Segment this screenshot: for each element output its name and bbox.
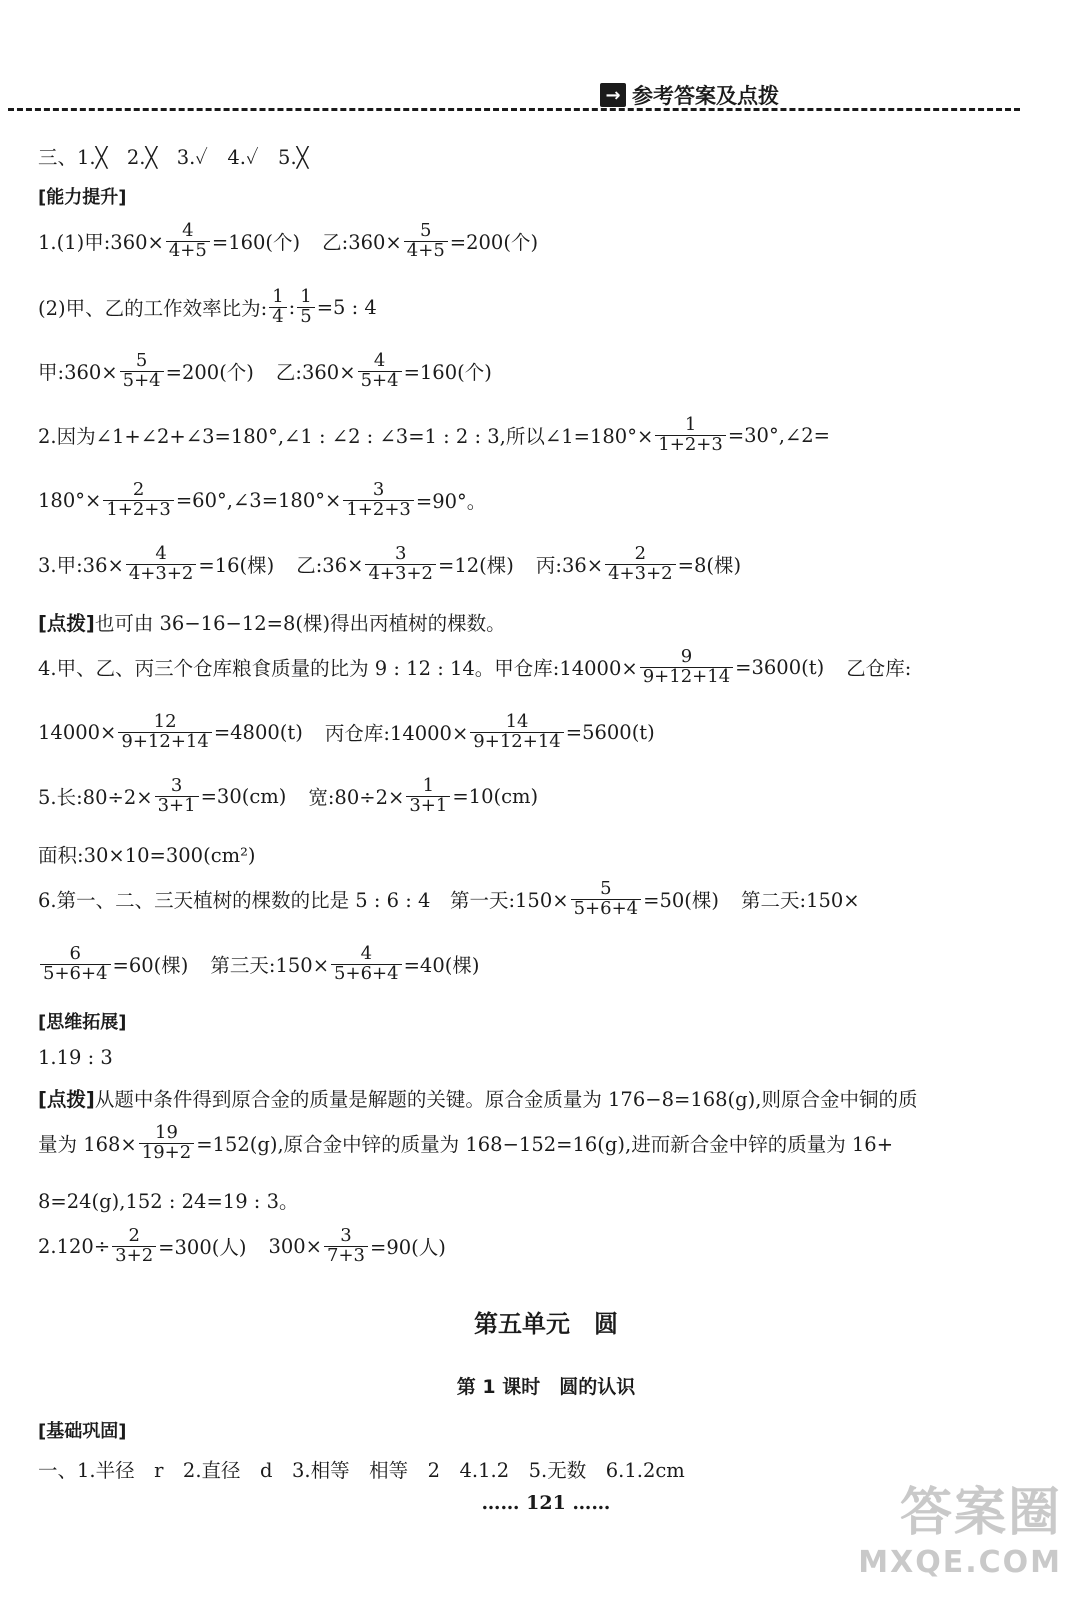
fraction bbox=[40, 945, 111, 984]
denominator: 5+4 bbox=[358, 371, 402, 391]
text: =90(人) bbox=[370, 1236, 446, 1260]
numerator: 2 bbox=[128, 1225, 140, 1246]
numerator: 4 bbox=[373, 350, 386, 371]
text: 2.120÷ bbox=[38, 1234, 111, 1258]
fraction bbox=[343, 481, 414, 520]
tip-tag: [点拨] bbox=[38, 612, 95, 635]
denominator: 1+2+3 bbox=[103, 500, 174, 520]
watermark-line2: MXQE.COM bbox=[858, 1545, 1062, 1580]
text: =60°,∠3=180°× bbox=[175, 488, 342, 512]
text: =5 : 4 bbox=[316, 295, 377, 319]
answer-line-16 bbox=[38, 1227, 446, 1266]
text: 量为 168× bbox=[38, 1133, 137, 1157]
denominator: 5+6+4 bbox=[40, 964, 111, 984]
lesson-title: 第 1 课时 圆的认识 bbox=[456, 1376, 636, 1398]
fraction bbox=[605, 545, 676, 584]
text: =50(棵) bbox=[643, 889, 719, 913]
denominator: 3+1 bbox=[406, 796, 450, 816]
unit-title: 第五单元 圆 bbox=[474, 1310, 618, 1338]
denominator: 4+5 bbox=[166, 241, 210, 261]
numerator: 2 bbox=[634, 543, 647, 564]
numerator: 3 bbox=[340, 1225, 352, 1246]
text: 6.第一、二、三天植树的棵数的比是 5 : 6 : 4 第一天:150× bbox=[38, 889, 569, 913]
page-header bbox=[600, 80, 779, 110]
text: 5.长:80÷2× bbox=[38, 786, 153, 810]
text: (2)甲、乙的工作效率比为: bbox=[38, 297, 268, 321]
tip-line-2 bbox=[38, 1084, 917, 1112]
watermark-line1: 答案圈 bbox=[899, 1483, 1062, 1543]
fraction bbox=[404, 222, 448, 261]
fraction bbox=[112, 1227, 156, 1266]
text: =160(个) bbox=[403, 361, 492, 385]
answer-line-7 bbox=[38, 648, 911, 687]
answer-line-12 bbox=[38, 945, 479, 984]
denominator: 5+4 bbox=[120, 371, 164, 391]
answer-line-17: 一、1.半径 r 2.直径 d 3.相等 相等 2 4.1.2 5.无数 6.1.2cm bbox=[38, 1459, 685, 1482]
text: 180°× bbox=[38, 488, 102, 512]
numerator: 6 bbox=[69, 943, 81, 964]
answer-line-8 bbox=[38, 713, 655, 752]
answer-line-10: 面积:30×10=300(cm²) bbox=[38, 844, 256, 867]
denominator: 9+12+14 bbox=[118, 732, 211, 752]
text: 宽:80÷2× bbox=[308, 786, 405, 810]
numerator: 2 bbox=[132, 479, 145, 500]
arrow-right-icon: → bbox=[600, 83, 626, 107]
answer-line-2 bbox=[38, 288, 377, 327]
fraction bbox=[269, 288, 286, 327]
numerator: 4 bbox=[182, 220, 194, 241]
text: 第三天:150× bbox=[210, 954, 330, 978]
numerator: 12 bbox=[153, 711, 177, 732]
text: =12(棵) bbox=[438, 554, 514, 578]
text: 1.(1)甲:360× bbox=[38, 231, 164, 255]
text: : bbox=[288, 295, 296, 319]
text: =300(人) bbox=[158, 1236, 247, 1260]
fraction bbox=[331, 945, 402, 984]
numerator: 5 bbox=[420, 220, 432, 241]
watermark bbox=[858, 1470, 1062, 1580]
fraction bbox=[640, 648, 733, 687]
text: 300× bbox=[268, 1234, 323, 1258]
answer-line-11 bbox=[38, 880, 860, 919]
denominator: 4+3+2 bbox=[126, 564, 197, 584]
numerator: 1 bbox=[684, 414, 697, 435]
answer-line-13: 1.19 : 3 bbox=[38, 1046, 113, 1069]
text: 乙:360× bbox=[322, 231, 402, 255]
denominator: 4+3+2 bbox=[365, 564, 436, 584]
denominator: 19+2 bbox=[139, 1143, 194, 1163]
denominator: 1+2+3 bbox=[655, 435, 726, 455]
denominator: 7+3 bbox=[324, 1246, 368, 1266]
numerator: 19 bbox=[155, 1122, 178, 1143]
numerator: 1 bbox=[422, 775, 435, 796]
text: 2.因为∠1+∠2+∠3=180°,∠1 : ∠2 : ∠3=1 : 2 : 3,所以∠1=180°× bbox=[38, 425, 654, 449]
text: 第二天:150× bbox=[741, 889, 860, 913]
fraction bbox=[139, 1124, 194, 1163]
denominator: 5+6+4 bbox=[331, 964, 402, 984]
text: =4800(t) bbox=[213, 720, 303, 744]
header-divider bbox=[8, 108, 1020, 111]
numerator: 5 bbox=[135, 350, 148, 371]
answer-line-6 bbox=[38, 545, 741, 584]
answer-line-1 bbox=[38, 222, 538, 261]
text: 甲:360× bbox=[38, 361, 118, 385]
text: =8(棵) bbox=[677, 554, 742, 578]
numerator: 3 bbox=[170, 775, 183, 796]
text: =5600(t) bbox=[565, 720, 655, 744]
fraction bbox=[655, 416, 726, 455]
text: 乙:360× bbox=[275, 361, 356, 385]
header-title: 参考答案及点拨 bbox=[632, 84, 779, 108]
denominator: 3+1 bbox=[155, 796, 199, 816]
fraction bbox=[571, 880, 642, 919]
tip-line-1 bbox=[38, 608, 506, 636]
answer-line-4 bbox=[38, 416, 830, 455]
text: =200(个) bbox=[165, 361, 254, 385]
denominator: 9+12+14 bbox=[640, 667, 733, 687]
text: 14000× bbox=[38, 720, 117, 744]
denominator: 3+2 bbox=[112, 1246, 156, 1266]
text: =60(棵) bbox=[112, 954, 189, 978]
text: 乙:36× bbox=[296, 554, 364, 578]
tip-tag: [点拨] bbox=[38, 1088, 95, 1111]
numerator: 1 bbox=[300, 286, 312, 307]
answer-line-15: 8=24(g),152 : 24=19 : 3。 bbox=[38, 1190, 299, 1213]
numerator: 4 bbox=[155, 543, 167, 564]
fraction bbox=[365, 545, 436, 584]
fraction bbox=[470, 713, 563, 752]
fraction bbox=[126, 545, 197, 584]
fraction bbox=[120, 352, 164, 391]
denominator: 1+2+3 bbox=[343, 500, 414, 520]
section-ability: [能力提升] bbox=[38, 187, 127, 208]
fraction bbox=[166, 222, 210, 261]
denominator: 5 bbox=[297, 307, 314, 327]
numerator: 3 bbox=[372, 479, 385, 500]
denominator: 9+12+14 bbox=[470, 732, 563, 752]
numerator: 5 bbox=[600, 878, 612, 899]
numerator: 4 bbox=[360, 943, 373, 964]
text: =200(个) bbox=[449, 231, 539, 255]
text: =16(棵) bbox=[198, 554, 275, 578]
text: =152(g),原合金中锌的质量为 168−152=16(g),进而新合金中锌的质量为 16+ bbox=[196, 1133, 894, 1157]
denominator: 4+3+2 bbox=[605, 564, 676, 584]
numerator: 1 bbox=[272, 286, 284, 307]
tip-text: 从题中条件得到原合金的质量是解题的关键。原合金质量为 176−8=168(g),则原合金中铜的质 bbox=[94, 1088, 918, 1111]
page-number: …… 121 …… bbox=[481, 1492, 611, 1514]
text: =90°。 bbox=[415, 490, 487, 514]
fraction bbox=[155, 777, 199, 816]
text: =160(个) bbox=[211, 231, 301, 255]
answer-line-3 bbox=[38, 352, 492, 391]
tip-text: 也可由 36−16−12=8(棵)得出丙植树的棵数。 bbox=[94, 612, 506, 635]
answer-line-14 bbox=[38, 1124, 893, 1163]
text: 丙仓库:14000× bbox=[324, 722, 469, 746]
section-think: [思维拓展] bbox=[38, 1012, 127, 1033]
denominator: 4 bbox=[269, 307, 286, 327]
fraction bbox=[324, 1227, 368, 1266]
numerator: 14 bbox=[505, 711, 529, 732]
section-basic: [基础巩固] bbox=[38, 1421, 127, 1442]
text: =30(cm) bbox=[200, 784, 287, 808]
fraction bbox=[297, 288, 314, 327]
text: 乙仓库: bbox=[846, 657, 912, 681]
text: 4.甲、乙、丙三个仓库粮食质量的比为 9 : 12 : 14。甲仓库:14000× bbox=[38, 657, 638, 681]
text: =40(棵) bbox=[403, 954, 480, 978]
answer-line-5 bbox=[38, 481, 486, 520]
text: 3.甲:36× bbox=[38, 554, 124, 578]
answer-line-judgement: 三、1.╳ 2.╳ 3.✓ 4.✓ 5.╳ bbox=[38, 146, 309, 169]
answer-line-9 bbox=[38, 777, 538, 816]
text: =3600(t) bbox=[735, 655, 825, 679]
fraction bbox=[118, 713, 211, 752]
denominator: 4+5 bbox=[404, 241, 448, 261]
text: 丙:36× bbox=[535, 554, 604, 578]
text: =30°,∠2= bbox=[727, 423, 830, 447]
numerator: 3 bbox=[395, 543, 407, 564]
fraction bbox=[103, 481, 174, 520]
denominator: 5+6+4 bbox=[571, 899, 642, 919]
text: =10(cm) bbox=[452, 784, 539, 808]
fraction bbox=[358, 352, 402, 391]
fraction bbox=[406, 777, 450, 816]
numerator: 9 bbox=[680, 646, 693, 667]
